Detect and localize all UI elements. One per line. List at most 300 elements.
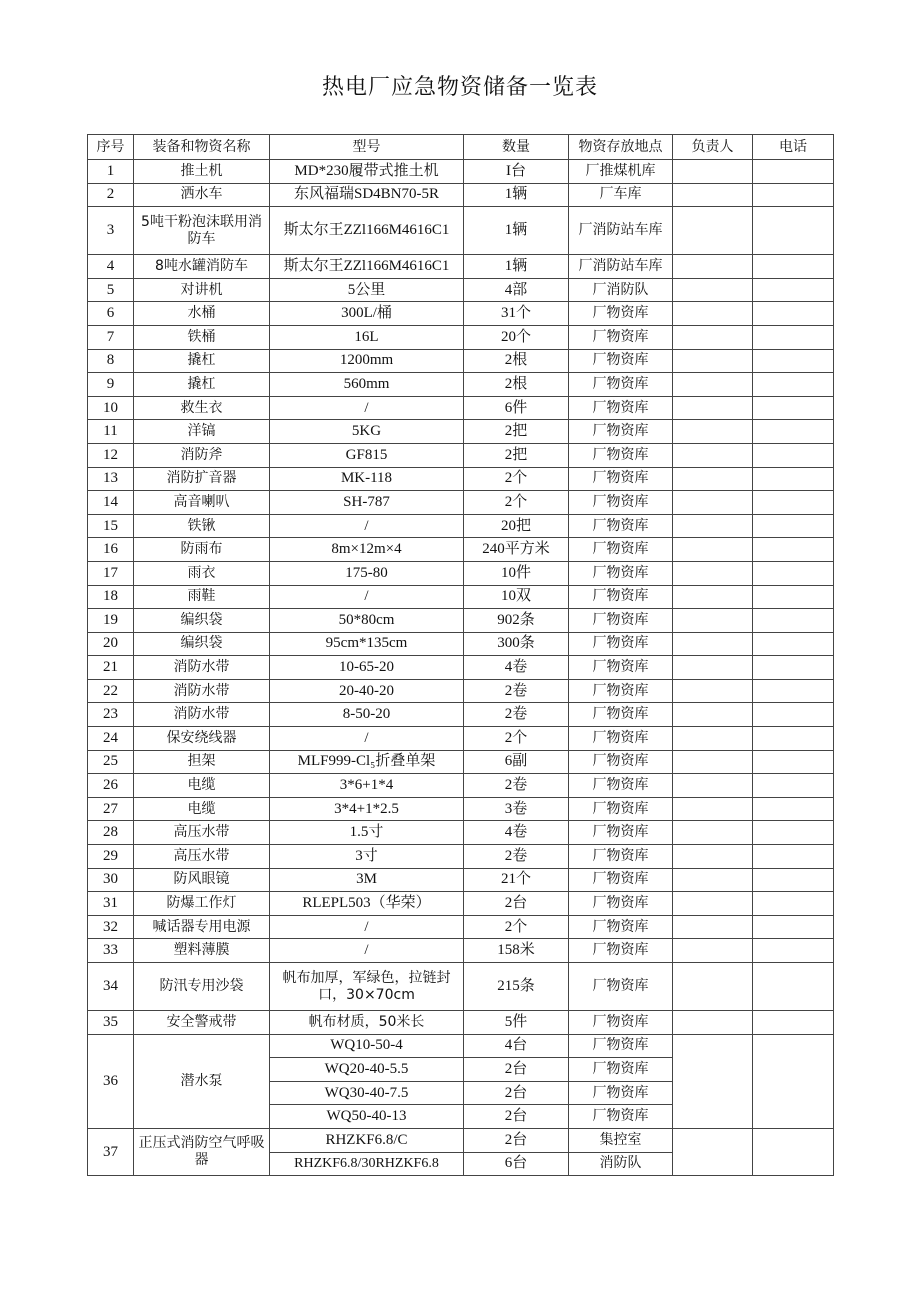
- cell-seq: 15: [88, 514, 134, 538]
- cell-model: MK-118: [270, 467, 464, 491]
- cell-model: 8m×12m×4: [270, 538, 464, 562]
- table-row: [88, 349, 834, 373]
- table-row: [88, 207, 834, 255]
- cell-phone: [753, 160, 834, 184]
- cell-name: 保安绕线器: [134, 727, 270, 751]
- cell-seq: 6: [88, 302, 134, 326]
- cell-phone: [753, 349, 834, 373]
- cell-name: 8吨水罐消防车: [134, 255, 270, 279]
- cell-location: 厂物资库: [569, 892, 673, 916]
- cell-phone: [753, 632, 834, 656]
- cell-location: 厂物资库: [569, 1081, 673, 1105]
- cell-seq: 4: [88, 255, 134, 279]
- table-row: [88, 1011, 834, 1035]
- header-phone: 电话: [753, 135, 834, 160]
- cell-location: 厂物资库: [569, 325, 673, 349]
- cell-seq: 7: [88, 325, 134, 349]
- cell-qty: I台: [464, 160, 569, 184]
- table-row: [88, 183, 834, 207]
- cell-owner: [673, 1011, 753, 1035]
- cell-owner: [673, 302, 753, 326]
- cell-location: 厂物资库: [569, 797, 673, 821]
- cell-owner: [673, 892, 753, 916]
- cell-name: 雨衣: [134, 561, 270, 585]
- cell-name: 铁桶: [134, 325, 270, 349]
- cell-location: 厂物资库: [569, 514, 673, 538]
- table-row: [88, 1128, 834, 1152]
- cell-owner: [673, 679, 753, 703]
- cell-name: 防爆工作灯: [134, 892, 270, 916]
- table-row: [88, 467, 834, 491]
- cell-seq: 25: [88, 750, 134, 774]
- cell-qty: 6副: [464, 750, 569, 774]
- cell-model: 3*4+1*2.5: [270, 797, 464, 821]
- cell-name: 潜水泵: [134, 1034, 270, 1128]
- cell-model: WQ20-40-5.5: [270, 1058, 464, 1082]
- cell-name: 对讲机: [134, 278, 270, 302]
- header-owner: 负责人: [673, 135, 753, 160]
- cell-qty: 1辆: [464, 183, 569, 207]
- cell-phone: [753, 797, 834, 821]
- cell-owner: [673, 325, 753, 349]
- cell-model: WQ50-40-13: [270, 1105, 464, 1129]
- cell-location: 厂物资库: [569, 1034, 673, 1058]
- inventory-table: [87, 134, 834, 1176]
- cell-owner: [673, 797, 753, 821]
- cell-phone: [753, 396, 834, 420]
- cell-location: 厂消防站车库: [569, 207, 673, 255]
- cell-name: 消防水带: [134, 679, 270, 703]
- cell-owner: [673, 255, 753, 279]
- cell-qty: 2个: [464, 491, 569, 515]
- cell-owner: [673, 183, 753, 207]
- cell-name: 消防水带: [134, 656, 270, 680]
- cell-seq: 36: [88, 1034, 134, 1128]
- cell-qty: 2卷: [464, 679, 569, 703]
- cell-seq: 18: [88, 585, 134, 609]
- cell-phone: [753, 750, 834, 774]
- cell-phone: [753, 774, 834, 798]
- cell-seq: 9: [88, 373, 134, 397]
- cell-seq: 10: [88, 396, 134, 420]
- cell-phone: [753, 443, 834, 467]
- table-row: [88, 868, 834, 892]
- cell-qty: 4台: [464, 1034, 569, 1058]
- cell-owner: [673, 538, 753, 562]
- cell-qty: 2台: [464, 1058, 569, 1082]
- page-title: 热电厂应急物资储备一览表: [321, 75, 598, 100]
- cell-model: RHZKF6.8/C: [270, 1128, 464, 1152]
- cell-seq: 29: [88, 845, 134, 869]
- cell-qty: 240平方米: [464, 538, 569, 562]
- cell-owner: [673, 207, 753, 255]
- cell-phone: [753, 1128, 834, 1175]
- cell-model: 560mm: [270, 373, 464, 397]
- cell-phone: [753, 939, 834, 963]
- table-row: [88, 373, 834, 397]
- cell-location: 集控室: [569, 1128, 673, 1152]
- cell-qty: 215条: [464, 963, 569, 1011]
- cell-name: 正压式消防空气呼吸器: [134, 1128, 270, 1175]
- cell-phone: [753, 1011, 834, 1035]
- cell-owner: [673, 821, 753, 845]
- cell-name: 水桶: [134, 302, 270, 326]
- cell-seq: 35: [88, 1011, 134, 1035]
- cell-location: 厂物资库: [569, 727, 673, 751]
- cell-owner: [673, 774, 753, 798]
- cell-name: 铁锹: [134, 514, 270, 538]
- cell-location: 厂物资库: [569, 1105, 673, 1129]
- cell-name: 电缆: [134, 797, 270, 821]
- cell-seq: 28: [88, 821, 134, 845]
- cell-name: 高压水带: [134, 821, 270, 845]
- cell-owner: [673, 585, 753, 609]
- cell-location: 厂物资库: [569, 679, 673, 703]
- table-row: [88, 420, 834, 444]
- cell-seq: 5: [88, 278, 134, 302]
- cell-model: 3*6+1*4: [270, 774, 464, 798]
- cell-phone: [753, 868, 834, 892]
- cell-model: 1.5寸: [270, 821, 464, 845]
- cell-location: 厂物资库: [569, 420, 673, 444]
- table-row: [88, 325, 834, 349]
- cell-phone: [753, 609, 834, 633]
- table-row: [88, 1034, 834, 1058]
- cell-name: 消防斧: [134, 443, 270, 467]
- cell-qty: 158米: [464, 939, 569, 963]
- cell-phone: [753, 656, 834, 680]
- table-row: [88, 939, 834, 963]
- cell-phone: [753, 207, 834, 255]
- cell-seq: 22: [88, 679, 134, 703]
- table-row: [88, 703, 834, 727]
- cell-model: 8-50-20: [270, 703, 464, 727]
- cell-phone: [753, 467, 834, 491]
- cell-location: 厂消防站车库: [569, 255, 673, 279]
- cell-location: 厂物资库: [569, 656, 673, 680]
- cell-phone: [753, 892, 834, 916]
- cell-seq: 31: [88, 892, 134, 916]
- cell-model: /: [270, 915, 464, 939]
- cell-owner: [673, 373, 753, 397]
- cell-qty: 1辆: [464, 207, 569, 255]
- cell-qty: 2把: [464, 420, 569, 444]
- cell-owner: [673, 963, 753, 1011]
- cell-phone: [753, 727, 834, 751]
- cell-model: WQ10-50-4: [270, 1034, 464, 1058]
- cell-model: 20-40-20: [270, 679, 464, 703]
- cell-seq: 33: [88, 939, 134, 963]
- table-row: [88, 656, 834, 680]
- cell-seq: 20: [88, 632, 134, 656]
- cell-seq: 2: [88, 183, 134, 207]
- table-row: [88, 255, 834, 279]
- cell-name: 担架: [134, 750, 270, 774]
- cell-qty: 4卷: [464, 821, 569, 845]
- table-row: [88, 727, 834, 751]
- cell-owner: [673, 1034, 753, 1128]
- header-name: 装备和物资名称: [134, 135, 270, 160]
- cell-name: 雨鞋: [134, 585, 270, 609]
- cell-owner: [673, 939, 753, 963]
- cell-seq: 32: [88, 915, 134, 939]
- table-row: [88, 561, 834, 585]
- cell-qty: 2个: [464, 915, 569, 939]
- cell-phone: [753, 703, 834, 727]
- cell-phone: [753, 845, 834, 869]
- cell-seq: 23: [88, 703, 134, 727]
- cell-seq: 37: [88, 1128, 134, 1175]
- cell-qty: 2台: [464, 892, 569, 916]
- cell-phone: [753, 679, 834, 703]
- cell-owner: [673, 915, 753, 939]
- cell-seq: 3: [88, 207, 134, 255]
- cell-owner: [673, 703, 753, 727]
- cell-phone: [753, 420, 834, 444]
- cell-name: 消防水带: [134, 703, 270, 727]
- cell-model: 50*80cm: [270, 609, 464, 633]
- cell-location: 厂物资库: [569, 868, 673, 892]
- cell-phone: [753, 278, 834, 302]
- cell-owner: [673, 1128, 753, 1175]
- cell-location: 厂物资库: [569, 750, 673, 774]
- table-row: [88, 845, 834, 869]
- cell-model: 斯太尔王ZZl166M4616C1: [270, 207, 464, 255]
- cell-location: 厂物资库: [569, 963, 673, 1011]
- cell-model: 1200mm: [270, 349, 464, 373]
- cell-model: RHZKF6.8/30RHZKF6.8: [270, 1152, 464, 1176]
- cell-model: 东风福瑞SD4BN70-5R: [270, 183, 464, 207]
- cell-qty: 2卷: [464, 703, 569, 727]
- cell-model: 175-80: [270, 561, 464, 585]
- cell-owner: [673, 467, 753, 491]
- cell-owner: [673, 561, 753, 585]
- table-row: [88, 302, 834, 326]
- cell-seq: 13: [88, 467, 134, 491]
- cell-location: 厂物资库: [569, 467, 673, 491]
- cell-qty: 20把: [464, 514, 569, 538]
- cell-owner: [673, 656, 753, 680]
- table-row: [88, 278, 834, 302]
- cell-qty: 902条: [464, 609, 569, 633]
- cell-owner: [673, 845, 753, 869]
- cell-seq: 16: [88, 538, 134, 562]
- cell-phone: [753, 1034, 834, 1128]
- cell-owner: [673, 278, 753, 302]
- cell-location: 厂物资库: [569, 845, 673, 869]
- cell-location: 厂物资库: [569, 1011, 673, 1035]
- cell-seq: 24: [88, 727, 134, 751]
- cell-location: 厂车库: [569, 183, 673, 207]
- cell-phone: [753, 491, 834, 515]
- cell-phone: [753, 585, 834, 609]
- cell-location: 厂物资库: [569, 349, 673, 373]
- cell-name: 撬杠: [134, 373, 270, 397]
- cell-model: /: [270, 396, 464, 420]
- cell-phone: [753, 373, 834, 397]
- cell-qty: 2根: [464, 349, 569, 373]
- cell-name: 塑料薄膜: [134, 939, 270, 963]
- cell-location: 厂物资库: [569, 939, 673, 963]
- cell-qty: 2根: [464, 373, 569, 397]
- cell-phone: [753, 538, 834, 562]
- cell-qty: 300条: [464, 632, 569, 656]
- cell-model: 5KG: [270, 420, 464, 444]
- cell-qty: 5件: [464, 1011, 569, 1035]
- header-location: 物资存放地点: [569, 135, 673, 160]
- cell-owner: [673, 420, 753, 444]
- table-row: [88, 750, 834, 774]
- cell-seq: 19: [88, 609, 134, 633]
- table-row: [88, 963, 834, 1011]
- table-row: [88, 609, 834, 633]
- cell-owner: [673, 160, 753, 184]
- cell-seq: 27: [88, 797, 134, 821]
- cell-model: 300L/桶: [270, 302, 464, 326]
- cell-model: /: [270, 727, 464, 751]
- cell-qty: 4部: [464, 278, 569, 302]
- table-row: [88, 160, 834, 184]
- table-row: [88, 632, 834, 656]
- cell-qty: 2台: [464, 1105, 569, 1129]
- cell-phone: [753, 514, 834, 538]
- cell-name: 防汛专用沙袋: [134, 963, 270, 1011]
- cell-qty: 2卷: [464, 845, 569, 869]
- cell-qty: 2把: [464, 443, 569, 467]
- cell-seq: 12: [88, 443, 134, 467]
- cell-owner: [673, 443, 753, 467]
- cell-seq: 34: [88, 963, 134, 1011]
- cell-phone: [753, 915, 834, 939]
- cell-owner: [673, 349, 753, 373]
- table-row: [88, 396, 834, 420]
- cell-location: 厂物资库: [569, 703, 673, 727]
- cell-model: 16L: [270, 325, 464, 349]
- cell-model: RLEPL503（华荣）: [270, 892, 464, 916]
- cell-phone: [753, 183, 834, 207]
- cell-location: 厂物资库: [569, 538, 673, 562]
- cell-owner: [673, 514, 753, 538]
- cell-qty: 4卷: [464, 656, 569, 680]
- cell-model: WQ30-40-7.5: [270, 1081, 464, 1105]
- table-row: [88, 679, 834, 703]
- cell-qty: 2台: [464, 1128, 569, 1152]
- table-row: [88, 491, 834, 515]
- cell-qty: 6台: [464, 1152, 569, 1176]
- cell-seq: 21: [88, 656, 134, 680]
- cell-phone: [753, 302, 834, 326]
- cell-qty: 2卷: [464, 774, 569, 798]
- cell-qty: 10双: [464, 585, 569, 609]
- cell-qty: 2个: [464, 727, 569, 751]
- cell-model: 3寸: [270, 845, 464, 869]
- cell-name: 防雨布: [134, 538, 270, 562]
- cell-model: 3M: [270, 868, 464, 892]
- cell-owner: [673, 727, 753, 751]
- cell-location: 厂物资库: [569, 302, 673, 326]
- cell-location: 厂物资库: [569, 1058, 673, 1082]
- cell-qty: 20个: [464, 325, 569, 349]
- cell-model: 斯太尔王ZZl166M4616C1: [270, 255, 464, 279]
- cell-name: 喊话器专用电源: [134, 915, 270, 939]
- cell-model: 帆布材质，50米长: [270, 1011, 464, 1035]
- cell-location: 厂消防队: [569, 278, 673, 302]
- cell-qty: 2台: [464, 1081, 569, 1105]
- cell-owner: [673, 491, 753, 515]
- cell-location: 厂物资库: [569, 632, 673, 656]
- table-row: [88, 514, 834, 538]
- cell-seq: 11: [88, 420, 134, 444]
- cell-owner: [673, 632, 753, 656]
- table-row: [88, 915, 834, 939]
- cell-model: 10-65-20: [270, 656, 464, 680]
- cell-name: 救生衣: [134, 396, 270, 420]
- cell-name: 消防扩音器: [134, 467, 270, 491]
- cell-location: 厂物资库: [569, 491, 673, 515]
- cell-model: 帆布加厚，军绿色，拉链封口，30×70cm: [270, 963, 464, 1011]
- cell-location: 消防队: [569, 1152, 673, 1176]
- cell-model: MLF999-Cl₅折叠单架: [270, 750, 464, 774]
- cell-seq: 8: [88, 349, 134, 373]
- cell-location: 厂物资库: [569, 609, 673, 633]
- cell-name: 高压水带: [134, 845, 270, 869]
- cell-model: 95cm*135cm: [270, 632, 464, 656]
- cell-location: 厂物资库: [569, 561, 673, 585]
- cell-qty: 6件: [464, 396, 569, 420]
- cell-qty: 31个: [464, 302, 569, 326]
- table-row: [88, 538, 834, 562]
- cell-name: 洋镐: [134, 420, 270, 444]
- cell-qty: 10件: [464, 561, 569, 585]
- cell-phone: [753, 821, 834, 845]
- header-qty: 数量: [464, 135, 569, 160]
- cell-model: /: [270, 514, 464, 538]
- header-model: 型号: [270, 135, 464, 160]
- cell-location: 厂物资库: [569, 774, 673, 798]
- table-row: [88, 774, 834, 798]
- cell-name: 推土机: [134, 160, 270, 184]
- cell-name: 洒水车: [134, 183, 270, 207]
- cell-model: 5公里: [270, 278, 464, 302]
- cell-model: /: [270, 939, 464, 963]
- header-seq: 序号: [88, 135, 134, 160]
- header-row: [88, 135, 834, 160]
- cell-phone: [753, 963, 834, 1011]
- cell-name: 5吨干粉泡沫联用消防车: [134, 207, 270, 255]
- table-row: [88, 797, 834, 821]
- table-row: [88, 892, 834, 916]
- cell-name: 电缆: [134, 774, 270, 798]
- cell-location: 厂物资库: [569, 443, 673, 467]
- cell-qty: 1辆: [464, 255, 569, 279]
- cell-seq: 30: [88, 868, 134, 892]
- cell-seq: 26: [88, 774, 134, 798]
- cell-model: SH-787: [270, 491, 464, 515]
- cell-location: 厂物资库: [569, 821, 673, 845]
- cell-owner: [673, 868, 753, 892]
- cell-qty: 21个: [464, 868, 569, 892]
- cell-location: 厂物资库: [569, 585, 673, 609]
- cell-owner: [673, 396, 753, 420]
- table-row: [88, 821, 834, 845]
- cell-name: 安全警戒带: [134, 1011, 270, 1035]
- cell-location: 厂推煤机库: [569, 160, 673, 184]
- cell-owner: [673, 750, 753, 774]
- cell-model: GF815: [270, 443, 464, 467]
- cell-name: 撬杠: [134, 349, 270, 373]
- cell-seq: 17: [88, 561, 134, 585]
- cell-phone: [753, 255, 834, 279]
